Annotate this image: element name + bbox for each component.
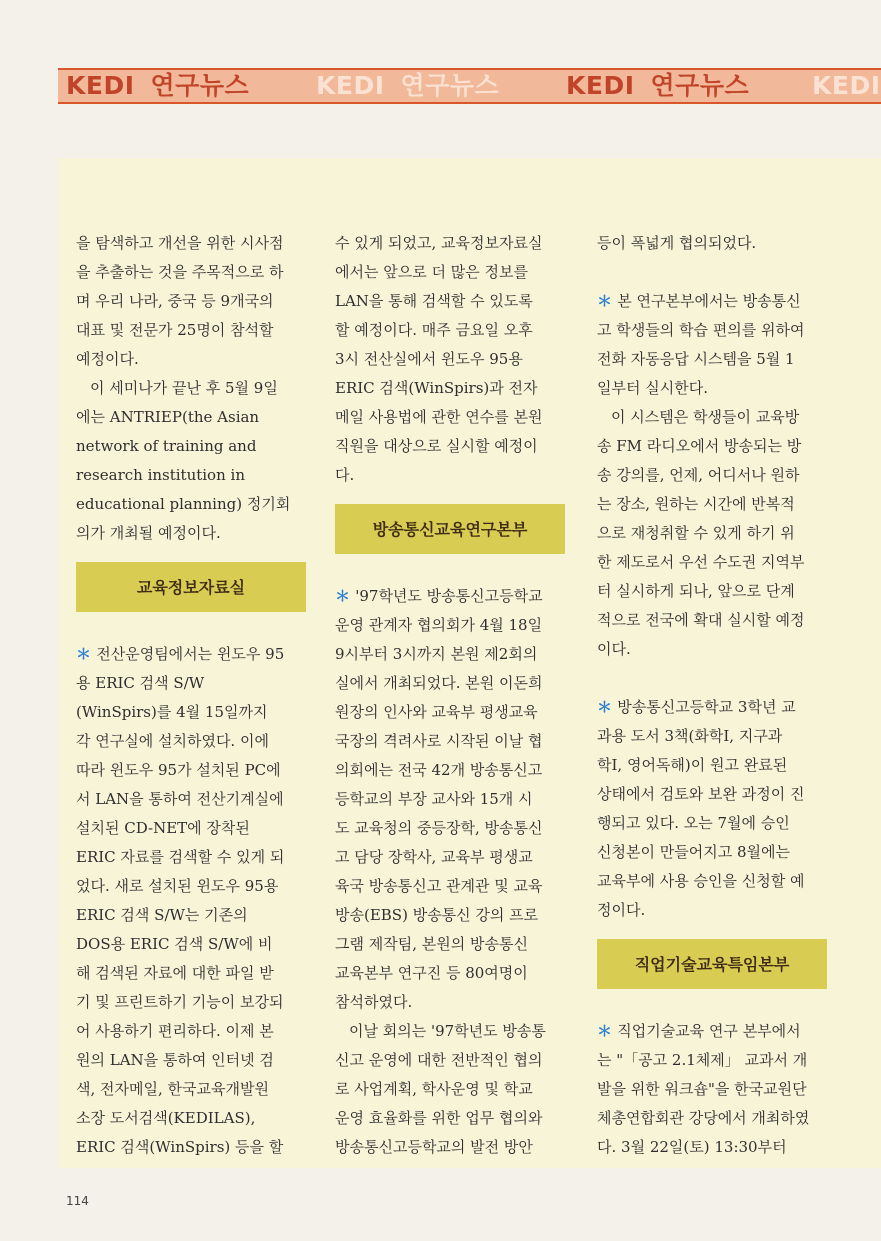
section-heading: 직업기술교육특임본부 <box>597 939 827 989</box>
page-number: 114 <box>66 1194 89 1208</box>
column-1: 을 탐색하고 개선을 위한 시사점 을 추출하는 것을 주목적으로 하 며 우리 나라, 중국 등 9개국의 대표 및 전문가 25명이 참석할 예정이다. 이 세미나가 끝난 후 5월 9일 에는 ANTRIEP(the Asian network of training and research institution in educational planning) 정기회 의가 개최될 예정이다. 교육정보자료실 ＊ 전산운영팀에서는 윈도우 95 용 ERIC 검색 S/W (WinSpirs)를 4월 15일까지 각 연구실에 설치하였다. 이에 따라 윈도우 95가 설치된 PC에 서 LAN을 통하여 전산기계실에 설치된 CD-NET에 장착된 ERIC 자료를 검색할 수 있게 되 었다. 새로 설치된 윈도우 95용 ERIC 검색 S/W는 기존의 DOS용 ERIC 검색 S/W에 비 해 검색된 자료에 대한 파일 받 기 및 프린트하기 기능이 보강되 어 사용하기 편리하다. 이제 본 원의 LAN을 통하여 인터넷 검 색, 전자메일, 한국교육개발원 소장 도서검색(KEDILAS), ERIC 검색(WinSpirs) 등을 할 <box>76 229 306 1162</box>
banner-bottom-rule <box>58 102 881 104</box>
bullet-star-icon: ＊ <box>597 698 618 716</box>
banner-item: KEDI 연구뉴스 <box>566 71 750 100</box>
banner-item: KEDI <box>812 71 881 100</box>
column-3: 등이 폭넓게 협의되었다. ＊ 본 연구본부에서는 방송통신 고 학생들의 학습 편의를 위하여 전화 자동응답 시스템을 5월 1 일부터 실시한다. 이 시스템은 학생들이 교육방 송 FM 라디오에서 방송되는 방 송 강의를, 언제, 어디서나 원하 는 장소, 원하는 시간에 반복적 으로 재청취할 수 있게 하기 위 한 제도로서 우선 수도권 지역부 터 실시하게 되나, 앞으로 단계 적으로 전국에 확대 실시할 예정 이다. ＊ 방송통신고등학교 3학년 교 과용 도서 3책(화학Ⅰ, 지구과 학Ⅰ, 영어독해)이 원고 완료된 상태에서 검토와 보완 과정이 진 행되고 있다. 오는 7월에 승인 신청본이 만들어지고 8월에는 교육부에 사용 승인을 신청할 예 정이다. 직업기술교육특임본부 ＊ 직업기술교육 연구 본부에서 는 "「공고 2.1체제」 교과서 개 발을 위한 워크숍"을 한국교원단 체총연합회관 강당에서 개최하였 다. 3월 22일(토) 13:30부터 <box>597 229 827 1162</box>
bullet-star-icon: ＊ <box>597 292 618 310</box>
section-heading: 교육정보자료실 <box>76 562 306 612</box>
bullet-star-icon: ＊ <box>76 645 97 663</box>
section-heading: 방송통신교육연구본부 <box>335 504 565 554</box>
header-banner <box>58 68 881 104</box>
banner-item: KEDI 연구뉴스 <box>66 71 250 100</box>
bullet-star-icon: ＊ <box>335 587 356 605</box>
bullet-star-icon: ＊ <box>597 1022 618 1040</box>
column-2: 수 있게 되었고, 교육정보자료실 에서는 앞으로 더 많은 정보를 LAN을 통해 검색할 수 있도록 할 예정이다. 매주 금요일 오후 3시 전산실에서 윈도우 95용 ERIC 검색(WinSpirs)과 전자 메일 사용법에 관한 연수를 본원 직원을 대상으로 실시할 예정이 다. 방송통신교육연구본부 ＊ '97학년도 방송통신고등학교 운영 관계자 협의회가 4월 18일 9시부터 3시까지 본원 제2회의 실에서 개최되었다. 본원 이돈희 원장의 인사와 교육부 평생교육 국장의 격려사로 시작된 이날 협 의회에는 전국 42개 방송통신고 등학교의 부장 교사와 15개 시 도 교육청의 중등장학, 방송통신 고 담당 장학사, 교육부 평생교 육국 방송통신고 관계관 및 교육 방송(EBS) 방송통신 강의 프로 그램 제작팀, 본원의 방송통신 교육본부 연구진 등 80여명이 참석하였다. 이날 회의는 '97학년도 방송통 신고 운영에 대한 전반적인 협의 로 사업계획, 학사운영 및 학교 운영 효율화를 위한 업무 협의와 방송통신고등학교의 발전 방안 <box>335 229 565 1162</box>
banner-item: KEDI 연구뉴스 <box>316 71 500 100</box>
